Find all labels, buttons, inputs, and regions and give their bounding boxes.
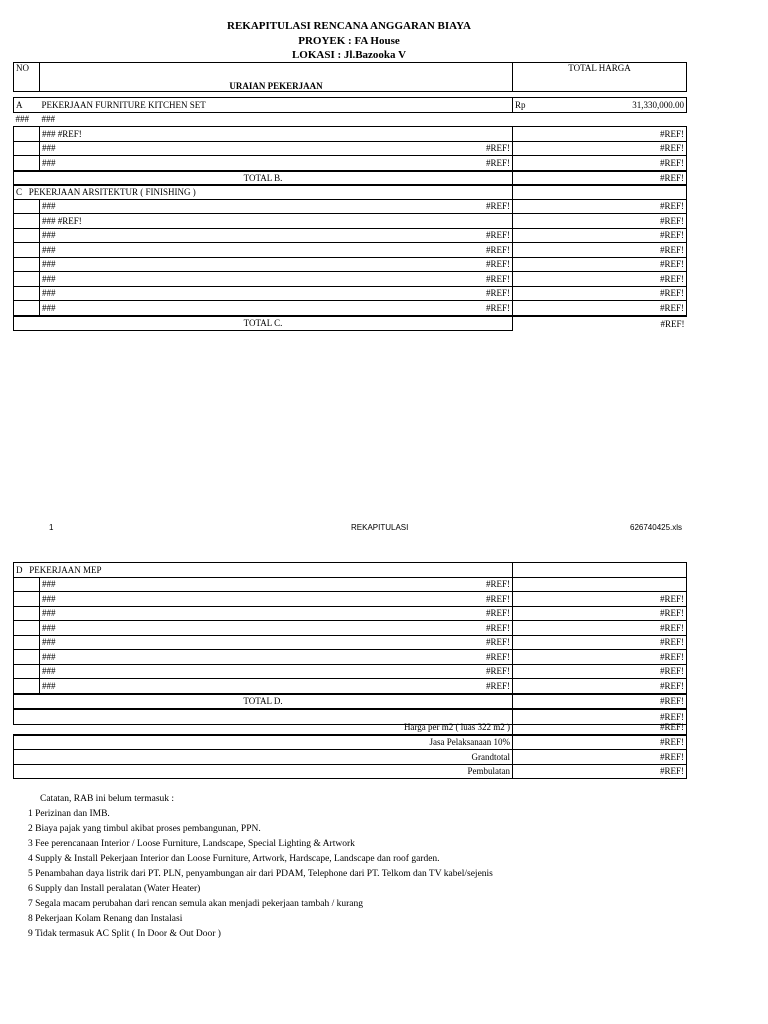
summary-row [14, 764, 687, 779]
total-label: TOTAL B. [14, 171, 513, 186]
total-label: TOTAL C. [14, 316, 513, 331]
row-total: #REF! [513, 679, 687, 694]
row-total: #REF! [513, 592, 687, 607]
total-value: #REF! [513, 316, 687, 331]
row-subtotal: #REF! [485, 157, 510, 168]
row-blank [14, 679, 40, 694]
row-no: ### [42, 273, 56, 284]
summary-label: Pembulatan [14, 764, 513, 779]
row-total: #REF! [513, 243, 687, 258]
row-blank [14, 606, 40, 621]
summary-label: Jasa Pelaksanaan 10% [14, 735, 513, 750]
table-row [14, 664, 687, 679]
table-row [14, 592, 687, 607]
row-no: ### [42, 143, 56, 154]
row-no: ### [42, 288, 56, 299]
row-label [40, 606, 513, 621]
note-item: 4 Supply & Install Pekerjaan Interior dan Loose Furniture, Artwork, Hardscape, Landscape dan roof garden. [28, 854, 440, 864]
table-row [14, 286, 687, 301]
table-row [14, 635, 687, 650]
row-no: ### [42, 593, 56, 604]
row-total: #REF! [513, 621, 687, 636]
row-blank [14, 664, 40, 679]
row-blank [14, 635, 40, 650]
section-c-header [14, 185, 687, 200]
row-total: #REF! [513, 606, 687, 621]
row-no: ### [42, 302, 56, 313]
row-no: ### [42, 608, 56, 619]
table-row [14, 257, 687, 272]
row-total: #REF! [513, 664, 687, 679]
section-name: PEKERJAAN ARSITEKTUR ( FINISHING ) [28, 186, 196, 197]
currency-label: Rp [515, 99, 526, 110]
row-subtotal: #REF! [485, 273, 510, 284]
file-name: 626740425.xls [630, 523, 683, 532]
row-subtotal: #REF! [486, 651, 511, 662]
section-amount [513, 185, 687, 200]
row-text: #REF! [57, 215, 82, 226]
table-row [14, 156, 687, 171]
table-row [14, 621, 687, 636]
row-blank [14, 127, 40, 142]
section-code: C [16, 186, 23, 197]
table-row [14, 127, 687, 142]
row-label [40, 141, 513, 156]
row-no: ### [42, 622, 56, 633]
summary-row [14, 750, 687, 765]
row-label [40, 650, 513, 665]
notes-heading: Catatan, RAB ini belum termasuk : [40, 794, 175, 804]
row-no: ### [42, 259, 56, 270]
row-no: ### [15, 114, 29, 125]
summary-value: #REF! [513, 720, 687, 735]
section-amount [513, 563, 687, 578]
row-blank [14, 199, 40, 214]
row-total: #REF! [513, 214, 687, 229]
summary-value: #REF! [513, 735, 687, 750]
row-subtotal: #REF! [485, 244, 510, 255]
row-subtotal: #REF! [486, 666, 511, 677]
summary-label: Grandtotal [14, 750, 513, 765]
table-row [14, 679, 687, 694]
row-subtotal: #REF! [485, 302, 510, 313]
note-item: 7 Segala macam perubahan dari rencan semula akan menjadi pekerjaan tambah / kurang [28, 899, 363, 909]
table-row [14, 141, 687, 156]
row-blank [14, 286, 40, 301]
row-label [40, 592, 513, 607]
project-location: LOKASI : Jl.Bazooka V [291, 49, 407, 61]
row-total: #REF! [513, 127, 687, 142]
section-code: D [16, 564, 23, 575]
section-amount-cell [513, 98, 687, 113]
row-label [40, 301, 513, 316]
sheet-name: REKAPITULASI [351, 523, 409, 532]
total-value: #REF! [513, 171, 687, 186]
row-total [513, 112, 687, 127]
row-subtotal: #REF! [486, 622, 511, 633]
row-label [40, 228, 513, 243]
row-total: #REF! [513, 156, 687, 171]
column-total: TOTAL HARGA [513, 63, 687, 92]
table-row [14, 650, 687, 665]
section-code: A [14, 98, 40, 113]
row-label [40, 621, 513, 636]
row-total: #REF! [513, 301, 687, 316]
row-subtotal: #REF! [485, 143, 510, 154]
row-blank [14, 243, 40, 258]
summary-row [14, 735, 687, 750]
table-row [14, 199, 687, 214]
summary-value: #REF! [513, 750, 687, 765]
table-row [14, 606, 687, 621]
row-subtotal: #REF! [486, 579, 511, 590]
section-amount: 31,330,000.00 [632, 99, 684, 110]
row-blank [14, 301, 40, 316]
row-no: ### [42, 215, 56, 226]
note-item: 2 Biaya pajak yang timbul akibat proses pembangunan, PPN. [28, 824, 261, 834]
row-no: ### [42, 680, 56, 691]
note-item: 8 Pekerjaan Kolam Renang dan Instalasi [28, 914, 183, 924]
summary-label: Harga per m2 ( luas 322 m2 ) [40, 720, 513, 735]
note-item: 9 Tidak termasuk AC Split ( In Door & Out Door ) [28, 929, 221, 939]
table-row [14, 243, 687, 258]
row-blank [14, 228, 40, 243]
note-item: 3 Fee perencanaan Interior / Loose Furniture, Landscape, Special Lighting & Artwork [28, 839, 355, 849]
row-label [40, 286, 513, 301]
row-blank [14, 720, 40, 735]
table-row [14, 577, 687, 592]
row-subtotal: #REF! [485, 230, 510, 241]
table-header [13, 62, 687, 92]
section-a-header [14, 98, 687, 113]
project-name: PROYEK : FA House [298, 35, 400, 47]
row-no: ### [42, 128, 56, 139]
total-row [14, 316, 687, 331]
row-blank [14, 272, 40, 287]
row-label [40, 272, 513, 287]
row-label [40, 257, 513, 272]
row-total: #REF! [513, 141, 687, 156]
total-value: #REF! [513, 694, 687, 710]
document-title: REKAPITULASI RENCANA ANGGARAN BIAYA [227, 20, 471, 32]
summary-value: #REF! [513, 764, 687, 779]
section-a-table [13, 97, 687, 186]
row-no: ### [42, 651, 56, 662]
row-no: ### [42, 201, 56, 212]
summary-table [13, 720, 687, 779]
row-blank [14, 156, 40, 171]
row-blank [14, 214, 40, 229]
table-row [14, 301, 687, 316]
section-d-header [14, 563, 687, 578]
row-label [40, 635, 513, 650]
row-label [40, 679, 513, 694]
section-title [14, 563, 513, 578]
section-c-table [13, 184, 687, 331]
row-subtotal: #REF! [485, 259, 510, 270]
note-item: 1 Perizinan dan IMB. [28, 809, 110, 819]
row-label [40, 214, 513, 229]
row-text: #REF! [57, 128, 82, 139]
row-label [40, 243, 513, 258]
row-no: ### [42, 666, 56, 677]
row-subtotal: #REF! [486, 637, 511, 648]
total-label: TOTAL D. [14, 694, 513, 710]
row-label [40, 664, 513, 679]
notes-section [28, 792, 493, 942]
summary-row [14, 720, 687, 735]
row-label [40, 577, 513, 592]
row-blank [14, 577, 40, 592]
row-label [40, 199, 513, 214]
row-total: #REF! [513, 650, 687, 665]
table-row [14, 272, 687, 287]
table-row [14, 112, 687, 127]
row-no: ### [42, 579, 56, 590]
row-blank [14, 592, 40, 607]
row-total: #REF! [513, 257, 687, 272]
row-total: #REF! [513, 635, 687, 650]
note-item: 5 Penambahan daya listrik dari PT. PLN, penyambungan air dari PDAM, Telephone dari PT. Telkom dan TV kabel/sejenis [28, 869, 493, 879]
page-number: 1 [49, 523, 54, 532]
note-item: 6 Supply dan Install peralatan (Water Heater) [28, 884, 201, 894]
total-row [14, 694, 687, 710]
row-total: #REF! [513, 272, 687, 287]
row-total: #REF! [513, 228, 687, 243]
row-subtotal: #REF! [486, 608, 511, 619]
section-title [14, 185, 513, 200]
row-total [513, 577, 687, 592]
section-d-table [13, 562, 687, 725]
blank-value: #REF! [513, 709, 687, 724]
row-total: #REF! [513, 199, 687, 214]
row-label [40, 156, 513, 171]
column-no: NO [14, 63, 40, 92]
row-total: #REF! [513, 286, 687, 301]
row-no: ### [42, 157, 56, 168]
section-name: PEKERJAAN FURNITURE KITCHEN SET [40, 98, 513, 113]
row-subtotal: #REF! [485, 288, 510, 299]
row-label: ### [41, 114, 55, 125]
row-blank [14, 621, 40, 636]
row-blank [14, 650, 40, 665]
row-subtotal: #REF! [486, 593, 511, 604]
row-subtotal: #REF! [486, 680, 511, 691]
table-row [14, 214, 687, 229]
column-uraian: URAIAN PEKERJAAN [40, 63, 513, 92]
row-no: ### [42, 244, 56, 255]
section-name: PEKERJAAN MEP [29, 564, 102, 575]
row-no: ### [42, 637, 56, 648]
row-no: ### [42, 230, 56, 241]
row-label [40, 127, 513, 142]
table-row [14, 228, 687, 243]
row-blank [14, 257, 40, 272]
row-subtotal: #REF! [485, 201, 510, 212]
row-blank [14, 141, 40, 156]
